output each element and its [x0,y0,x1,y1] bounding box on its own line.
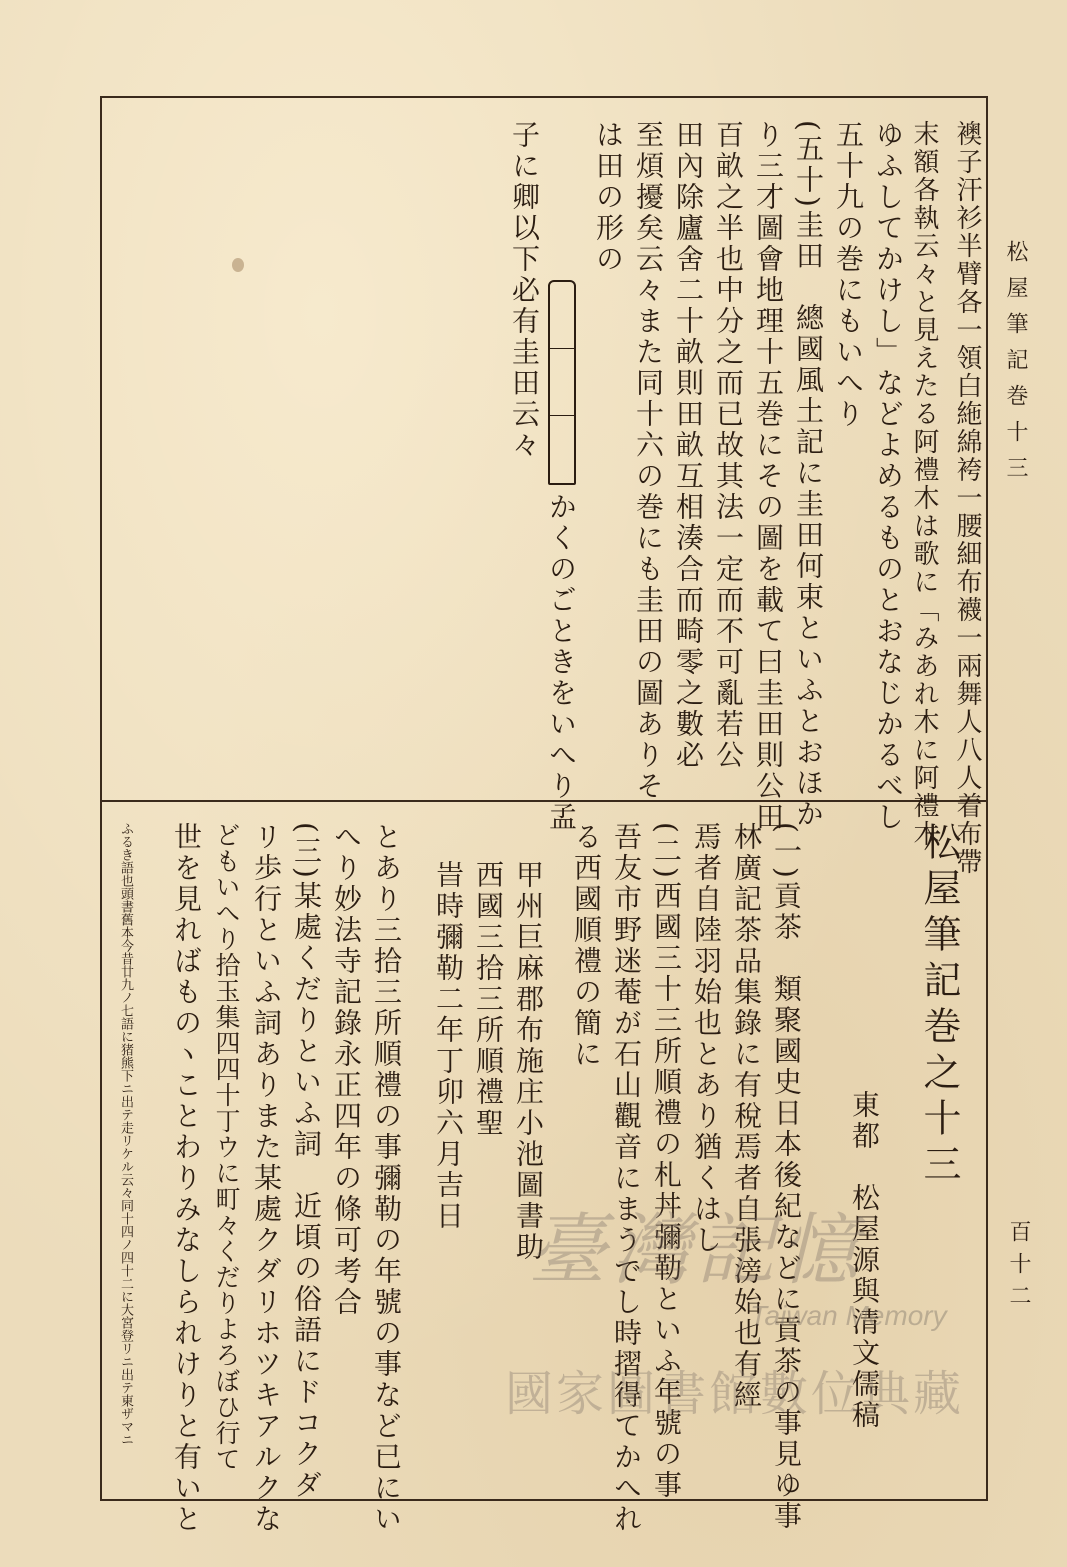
watermark-logo: 臺灣記憶 [528,1206,865,1296]
upper-line-6: り三才圖會地理十五巻にその圖を載て曰圭田則公田 [752,120,785,833]
section-divider [100,800,988,802]
keiden-field-diagram [548,280,576,485]
lower-line-13: リ歩行といふ詞ありまた某處クダリホツキアルクな [250,822,283,1535]
lower-line-15: 世を見ればものヽことわりみなしられけりと有いと [170,822,203,1535]
running-header: 松屋筆記巻十三 [1003,240,1028,492]
lower-line-6: る西國順禮の簡に [570,822,603,1070]
book-title: 松屋筆記巻之十三 [917,822,961,1190]
upper-line-1: 襖子汗衫半臂各一領白絁綿袴一腰細布襪一兩舞人八人着布帶 [952,120,982,876]
lower-line-16: ふるき語也頭書舊本今昔廿九ノ七語に猪熊下ニ出テ走リケル云々同十四ノ四十二に大宮登リニ出テ東ザマニ [118,822,133,1446]
lower-line-7: 甲州巨麻郡布施庄小池圖書助 [512,860,545,1263]
lower-line-10: とあり三拾三所順禮の事彌勒の年號の事など已にい [370,822,403,1535]
lower-line-12: (三)某處くだりといふ詞 近頃の俗語にドコクダ [290,822,323,1501]
lower-line-5: 吾友市野迷菴が石山觀音にまうでし時摺得てかへれ [610,822,643,1535]
watermark-subtitle: 國家圖書館數位典藏 [505,1366,965,1422]
lower-line-14: どもいへり拾玉集四四十丁ウに町々くだりよろぼひ行て [212,822,241,1472]
upper-line-5: (五十)圭田 總國風土記に圭田何束といふとおほか [792,120,825,830]
upper-line-3: ゆふしてかけし」などよめるものとおなじかるべし [872,120,905,833]
upper-line-8: 田內除廬舍二十畝則田畝互相湊合而畸零之數必 [672,120,705,771]
upper-line-11: 子に卿以下必有圭田云々 [508,120,541,461]
lower-line-3: 焉者自陸羽始也とあり猶くはし [690,822,723,1256]
author-line: 東都 松屋源與清文儒稿 [848,1090,881,1431]
page-number: 百十二 [1006,1220,1031,1316]
lower-line-2: 林廣記茶品集錄に有稅焉者自張滂始也有經 [730,822,763,1411]
lower-line-11: へり妙法寺記錄永正四年の條可考合 [330,822,363,1318]
lower-line-8: 西國三拾三所順禮聖 [472,860,505,1139]
upper-line-4: 五十九の巻にもいへり [832,120,865,430]
upper-line-10-tail: かくのごときをいへり孟 [545,492,578,833]
watermark-english: Taiwan Memory [750,1300,947,1331]
lower-line-9: 旹時彌勒二年丁卯六月吉日 [432,860,465,1232]
upper-line-7: 百畝之半也中分之而已故其法一定而不可亂若公 [712,120,745,771]
lower-line-4: (二)西國三十三所順禮の札丼彌勒といふ年號の事 [650,822,683,1501]
upper-line-10: は田の形の [592,120,625,275]
upper-line-2: 末額各執云々と見えたる阿禮木は歌に「みあれ木に阿禮木 [909,120,939,848]
upper-line-9: 至煩擾矣云々また同十六の巻にも圭田の圖ありそ [632,120,665,802]
lower-line-1: (一)貢茶 類聚國史日本後紀などに貢茶の事見ゆ事 [770,822,803,1532]
